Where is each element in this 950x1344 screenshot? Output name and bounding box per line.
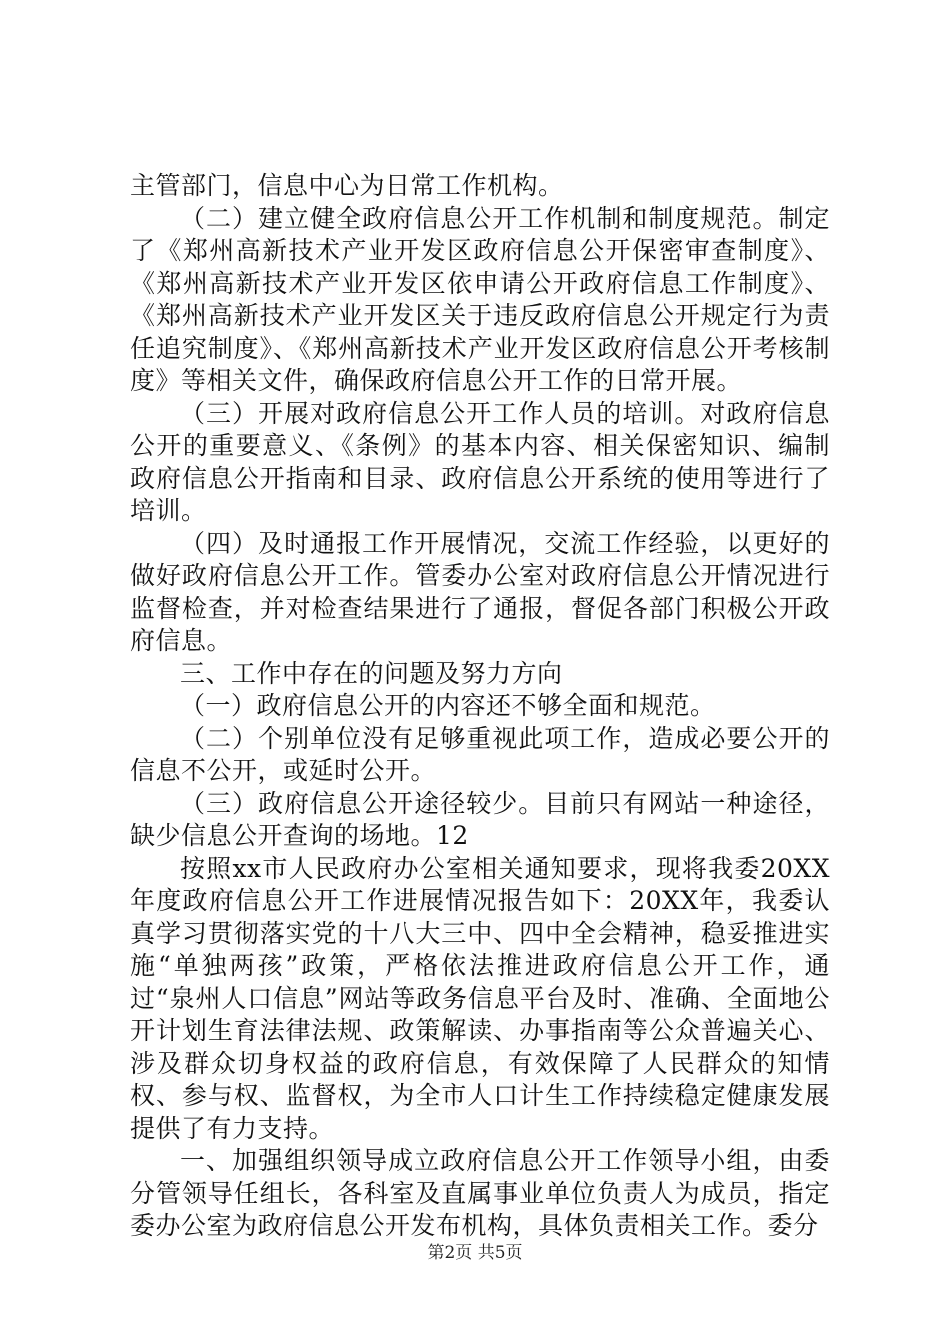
page-footer: 第2页 共5页: [427, 1243, 523, 1263]
paragraph-report-intro: 按照xx市人民政府办公室相关通知要求，现将我委20XX年度政府信息公开工作进展情况报告如下：20XX年，我委认真学习贯彻落实党的十八大三中、四中全会精神，稳妥推进实施“单独两孩”政策，严格依法推进政府信息公开工作，通过“泉州人口信息”网站等政务信息平台及时、准确、全面地公开计划生育法律法规、政策解读、办事指南等公众普遍关心、涉及群众切身权益的政府信息，有效保障了人民群众的知情权、参与权、监督权，为全市人口计生工作持续稳定健康发展提供了有力支持。: [130, 853, 830, 1143]
paragraph-problem-2: （二）个别单位没有足够重视此项工作，造成必要公开的信息不公开，或延时公开。: [130, 723, 830, 785]
document-body: [130, 170, 830, 1243]
paragraph-training: （三）开展对政府信息公开工作人员的培训。对政府信息公开的重要意义、《条例》的基本内容、相关保密知识、编制政府信息公开指南和目录、政府信息公开系统的使用等进行了培训。: [130, 398, 830, 525]
paragraph-problem-3: （三）政府信息公开途径较少。目前只有网站一种途径，缺少信息公开查询的场地。12: [130, 788, 830, 850]
paragraph-organization: 一、加强组织领导成立政府信息公开工作领导小组，由委分管领导任组长，各科室及直属事业单位负责人为成员，指定委办公室为政府信息公开发布机构，具体负责相关工作。委分: [130, 1146, 830, 1240]
paragraph-mechanism: （二）建立健全政府信息公开工作机制和制度规范。制定了《郑州高新技术产业开发区政府信息公开保密审查制度》、《郑州高新技术产业开发区依申请公开政府信息工作制度》、《郑州高新技术产业开发区关于违反政府信息公开规定行为责任追究制度》、《郑州高新技术产业开发区政府信息公开考核制度》等相关文件，确保政府信息公开工作的日常开展。: [130, 203, 830, 395]
paragraph-problem-1: （一）政府信息公开的内容还不够全面和规范。: [180, 691, 716, 720]
paragraph-reporting: （四）及时通报工作开展情况，交流工作经验，以更好的做好政府信息公开工作。管委办公室对政府信息公开情况进行监督检查，并对检查结果进行了通报，督促各部门积极公开政府信息。: [130, 528, 830, 655]
section-heading-problems: 三、工作中存在的问题及努力方向: [180, 658, 563, 688]
paragraph-continuation: 主管部门，信息中心为日常工作机构。: [130, 171, 564, 200]
